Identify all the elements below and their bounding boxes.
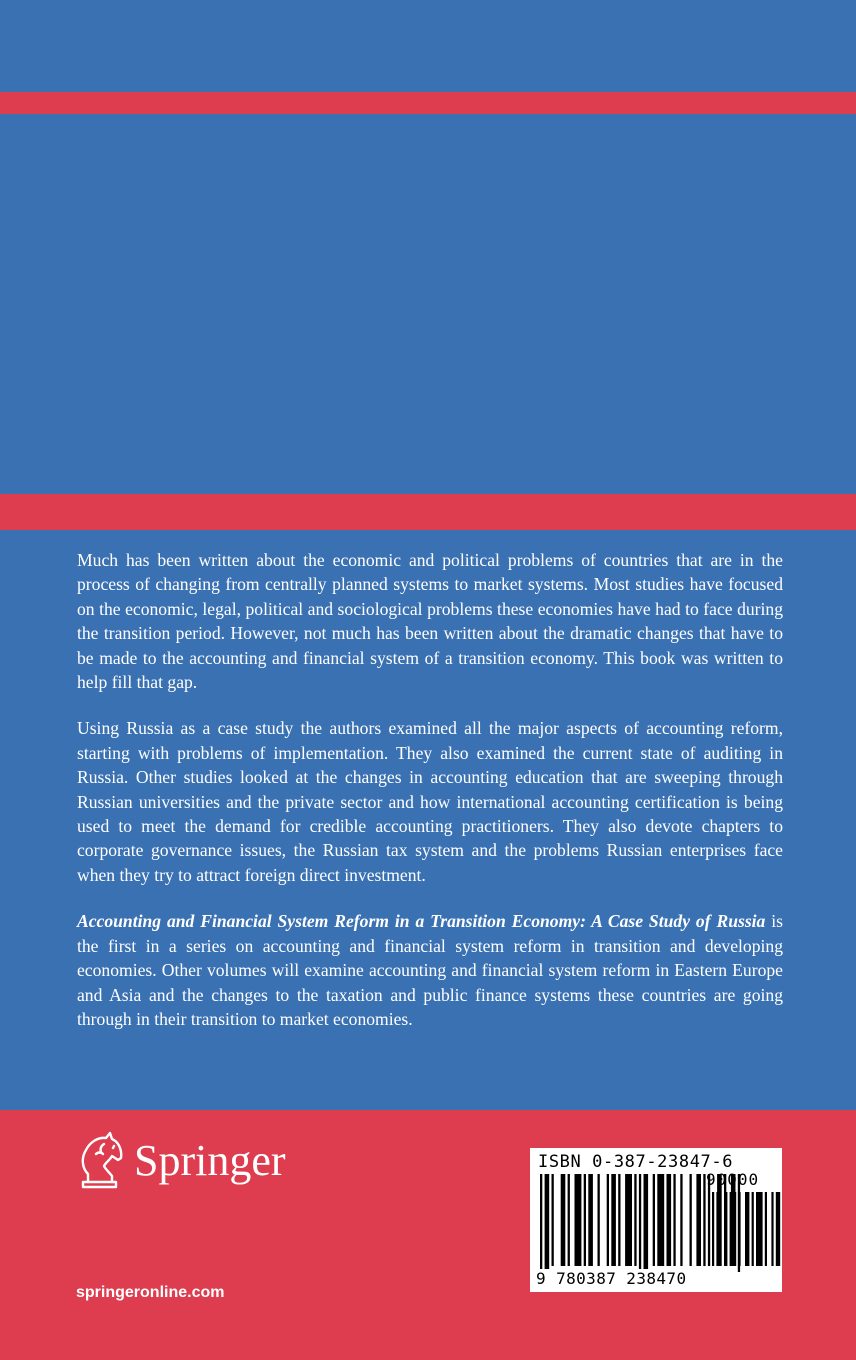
book-title-emphasis: Accounting and Financial System Reform in a Transition Economy: A Case Study of Russia [77,911,766,932]
blurb-paragraph-1: Much has been written about the economic and political problems of countries that are in the process of changing from centrally planned systems to market systems. Most studies have focused on the economic, legal, political and sociological problems these economies have had to face during the transition period. However, not much has been written about the dramatic changes that have to be made to the accounting and financial system of a transition economy. This book was written to help fill that gap. [77,550,783,693]
barcode-addon: 90000 [706,1170,760,1189]
top-red-stripe [0,92,856,114]
publisher-name: Springer [134,1136,286,1185]
blurb-paragraph-3-text: is the first in a series on accounting and financial system reform in transition and developing economies. Other volumes will examine accounting and financial system reform in Eastern Europe and Asia and the changes to the taxation and public finance systems these countries are going through in their transition to market economies. [77,911,783,1029]
blurb-paragraph-3 [77,909,783,1031]
springer-logo [74,1130,334,1192]
ean-number: 9 780387 238470 [536,1269,687,1288]
isbn-barcode [530,1148,782,1292]
middle-red-stripe [0,494,856,530]
publisher-url[interactable]: springeronline.com [76,1284,225,1301]
knight-chess-piece-icon [74,1130,126,1192]
blurb-paragraph-2: Using Russia as a case study the authors examined all the major aspects of accounting reform, starting with problems of implementation. They also examined the current state of auditing in Russia. Other studies looked at the changes in accounting education that are sweeping through Russian universities and the private sector and how international accounting certification is being used to meet the demand for credible accounting practitioners. They also devote chapters to corporate governance issues, the Russian tax system and the problems Russian enterprises face when they try to attract foreign direct investment. [77,718,783,885]
cover-blurb [77,548,783,1053]
isbn-number: ISBN 0-387-23847-6 [538,1152,734,1172]
